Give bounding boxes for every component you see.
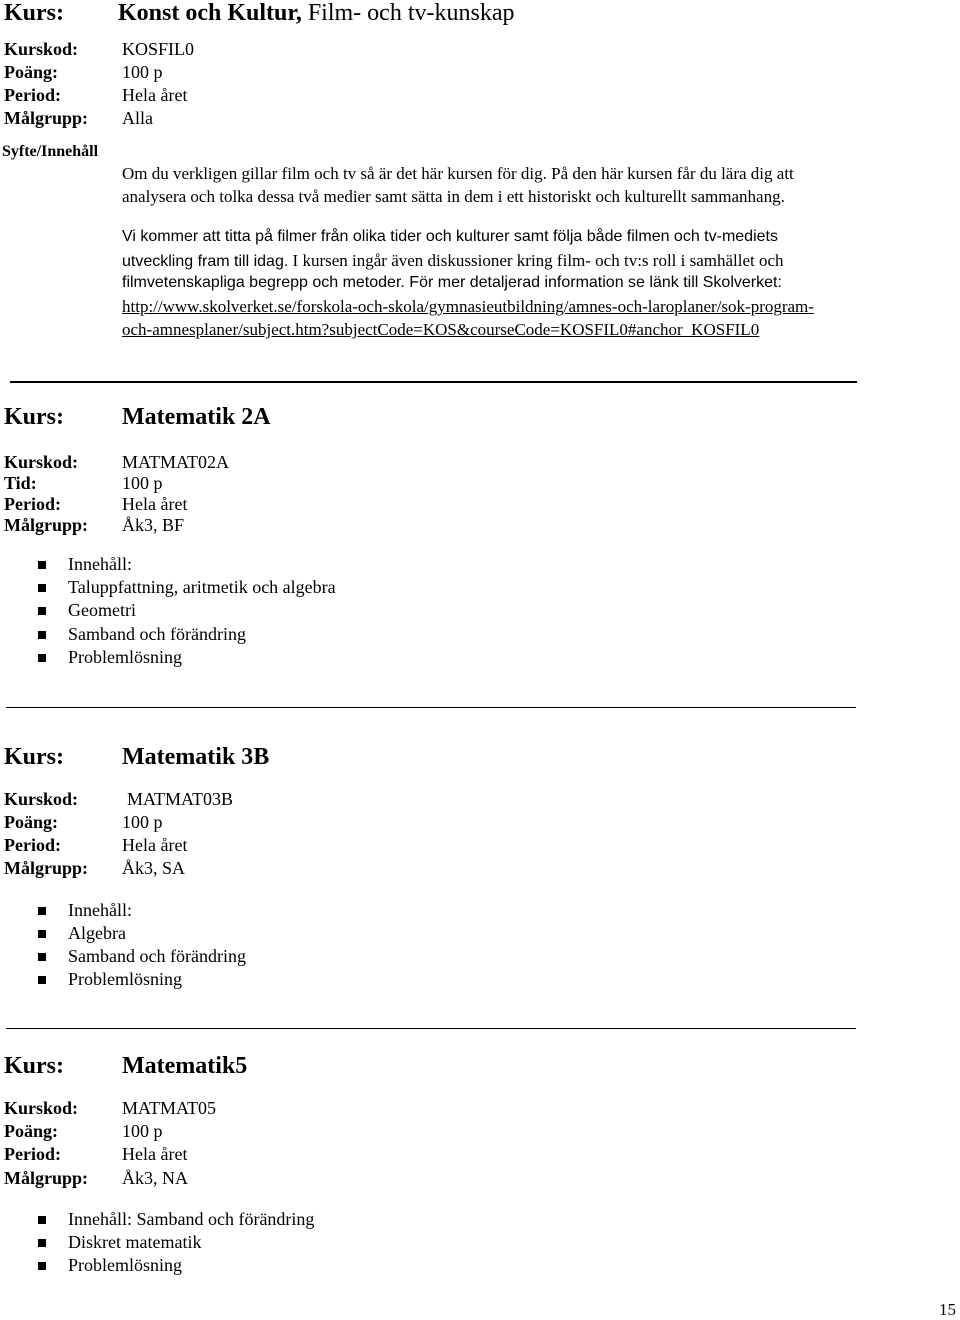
bullet-marker [38,1262,46,1270]
bullet-marker [38,1239,46,1247]
field-label-poang: Poäng: [4,1121,58,1141]
description-line: Om du verkligen gillar film och tv så är det här kursen för dig. På den här kursen får du lära dig att [122,164,794,183]
bullet-marker [38,561,46,569]
field-label-malgrupp: Målgrupp: [4,858,89,878]
bullet-marker [38,953,46,961]
field-label-period: Period: [4,85,61,105]
description-line [122,274,782,292]
bullet-marker [38,907,46,915]
bullet-marker [38,631,46,639]
bullet-item: Problemlösning [68,647,183,667]
field-value-period: Hela året [122,835,188,855]
bullet-item: Samband och förändring [68,946,246,966]
bullet-item: Problemlösning [68,969,183,989]
field-value-kurskod: KOSFIL0 [122,39,195,59]
field-label-kurskod: Kurskod: [4,789,79,809]
skolverket-link[interactable]: http://www.skolverket.se/forskola-och-skola/gymnasieutbildning/amnes-och-laroplaner/sok-program- [122,297,814,316]
kurs-label: Kurs: [4,1053,64,1079]
field-value-malgrupp: Åk3, SA [122,858,186,878]
bullet-item: Innehåll: [68,900,132,920]
bullet-marker [38,654,46,662]
bullet-marker [38,976,46,984]
bullet-item: Innehåll: Samband och förändring [68,1209,315,1229]
bullet-marker [38,930,46,938]
bullet-marker [38,607,46,615]
field-value-kurskod: MATMAT03B [127,789,234,809]
kurs-label: Kurs: [4,744,64,770]
bullet-item: Geometri [68,600,136,620]
field-value-tid: 100 p [122,473,163,493]
course-title [118,0,514,27]
field-label-malgrupp: Målgrupp: [4,515,89,535]
field-value-poang: 100 p [122,812,163,832]
bullet-item: Taluppfattning, aritmetik och algebra [68,577,336,597]
field-value-poang: 100 p [122,62,163,82]
bullet-item: Algebra [68,923,126,943]
description-line: analysera och tolka dessa två medier samt sätta in dem i ett historiskt och kulturellt sammanhang. [122,187,785,206]
field-value-malgrupp: Åk3, BF [122,515,185,535]
field-label-kurskod: Kurskod: [4,452,79,472]
field-value-kurskod: MATMAT05 [122,1098,217,1118]
field-label-malgrupp: Målgrupp: [4,1168,89,1188]
kurs-label: Kurs: [4,0,64,26]
field-label-kurskod: Kurskod: [4,39,79,59]
bullet-marker [38,1216,46,1224]
bullet-item: Problemlösning [68,1255,183,1275]
bullet-item: Innehåll: [68,554,132,574]
field-value-malgrupp: Åk3, NA [122,1168,188,1188]
course-title: Matematik5 [122,1053,248,1079]
description-text-sans: För mer detaljerad information se länk till Skolverket: [404,274,782,291]
field-label-period: Period: [4,835,61,855]
description-line: Vi kommer att titta på filmer från olika tider och kulturer samt följa både filmen och tv-mediets [122,228,778,245]
field-label-malgrupp: Målgrupp: [4,108,89,128]
field-value-malgrupp: Alla [122,108,153,128]
description-text-sans: filmvetenskapliga begrepp och metoder. [122,274,405,291]
section-divider [6,1028,856,1029]
section-divider [10,381,857,383]
syfte-label: Syfte/Innehåll [2,143,99,160]
course-title: Matematik 3B [122,744,270,770]
bullet-item: Samband och förändring [68,624,246,644]
description-text-sans: utveckling fram till idag. [122,253,289,270]
course-title-bold: Konst och Kultur, [118,0,302,26]
field-value-period: Hela året [122,85,188,105]
course-title: Matematik 2A [122,404,271,430]
skolverket-link[interactable]: och-amnesplaner/subject.htm?subjectCode=KOS&courseCode=KOSFIL0#anchor_KOSFIL0 [122,320,760,339]
field-label-poang: Poäng: [4,62,58,82]
course-title-rest: Film- och tv-kunskap [301,0,515,26]
field-label-kurskod: Kurskod: [4,1098,79,1118]
page-number: 15 [939,1300,956,1319]
field-label-period: Period: [4,1144,61,1164]
field-value-poang: 100 p [122,1121,163,1141]
kurs-label: Kurs: [4,404,64,430]
field-label-poang: Poäng: [4,812,58,832]
bullet-marker [38,584,46,592]
field-label-period: Period: [4,494,61,514]
description-line [122,251,784,271]
field-label-tid: Tid: [4,473,37,493]
section-divider [6,707,856,708]
description-text-serif: I kursen ingår även diskussioner kring film- och tv:s roll i samhället och [288,251,784,270]
field-value-kurskod: MATMAT02A [122,452,230,472]
field-value-period: Hela året [122,1144,188,1164]
field-value-period: Hela året [122,494,188,514]
bullet-item: Diskret matematik [68,1232,202,1252]
